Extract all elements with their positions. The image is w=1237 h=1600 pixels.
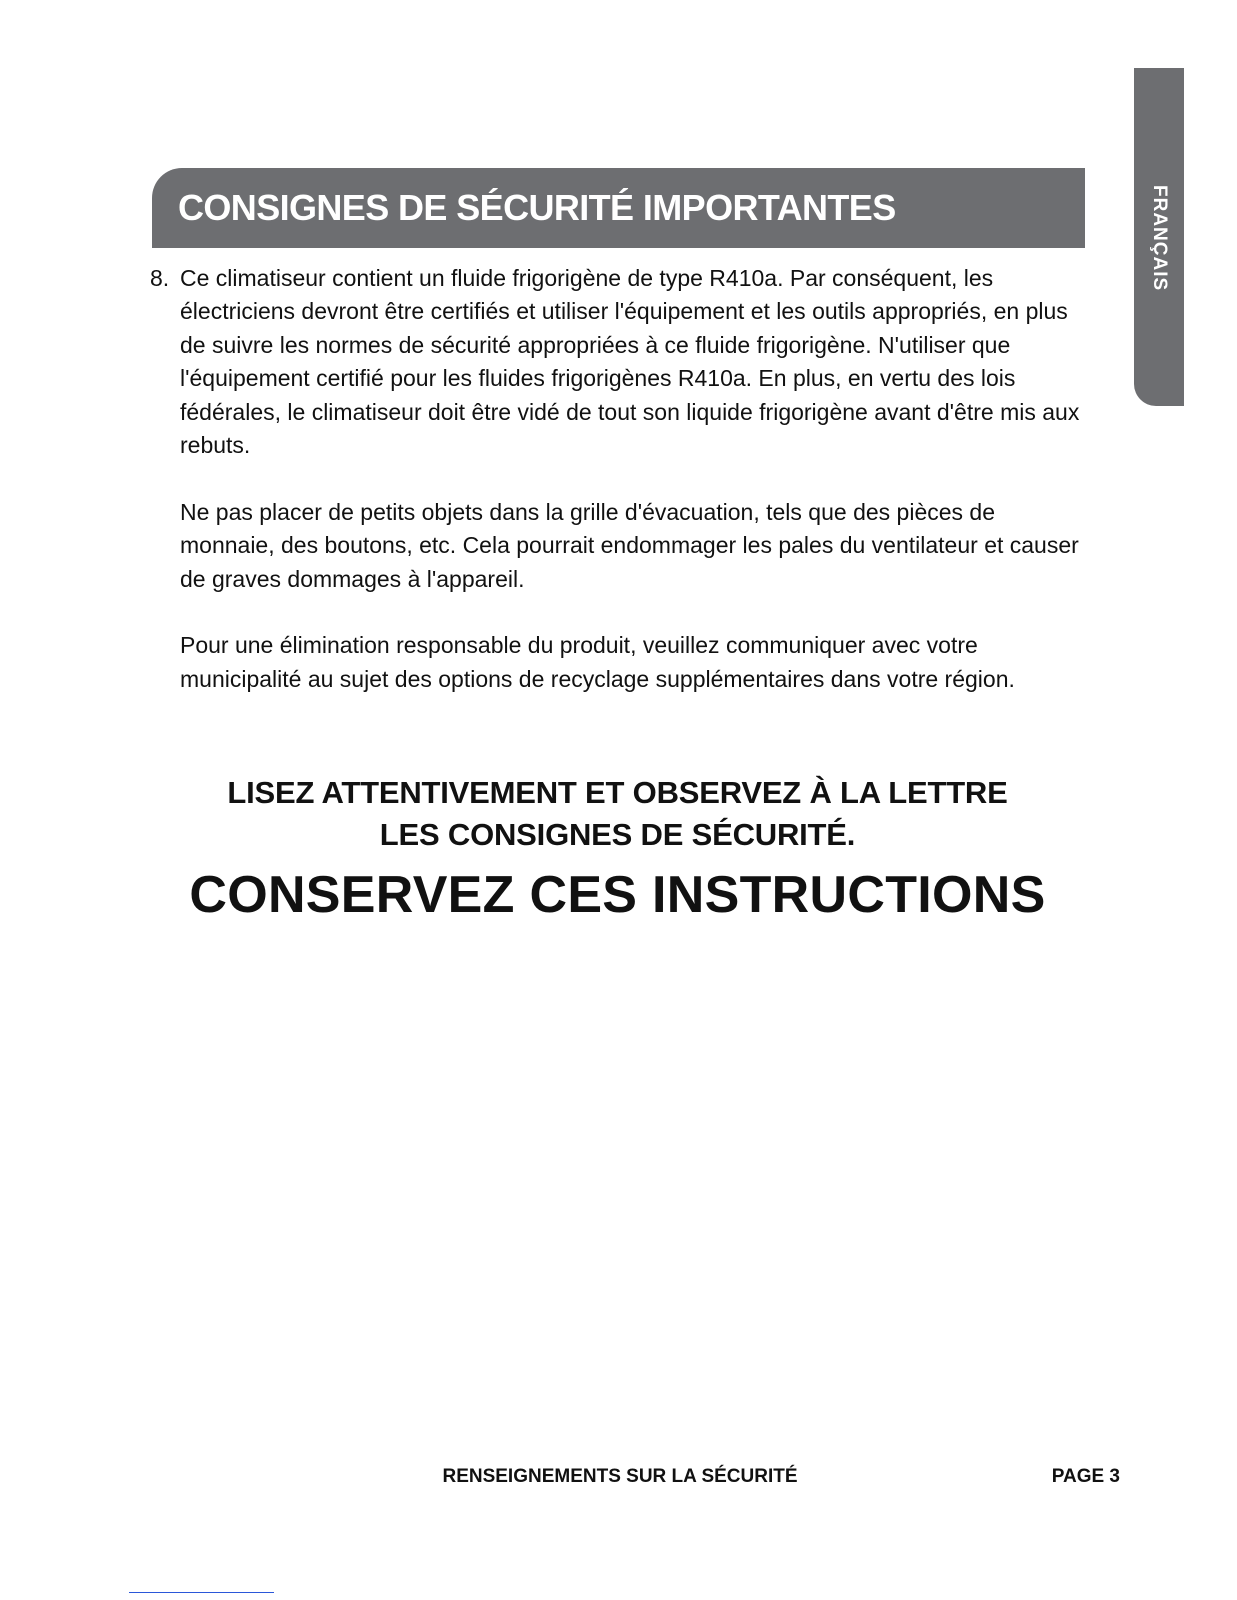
- read-carefully-warning: [150, 772, 1085, 856]
- disposal-paragraph: Pour une élimination responsable du produit, veuillez communiquer avec votre municipalité au sujet des options de recyclage supplémentaires dans votre région.: [180, 632, 1015, 692]
- language-tab-label: FRANÇAIS: [1149, 185, 1170, 292]
- item-body: [180, 262, 1080, 696]
- footer-page-number: PAGE 3: [1051, 1466, 1120, 1487]
- warning-line-1: LISEZ ATTENTIVEMENT ET OBSERVEZ À LA LETTRE: [227, 775, 1008, 810]
- footer-section-name: RENSEIGNEMENTS SUR LA SÉCURITÉ: [442, 1466, 798, 1487]
- item-number: 8.: [150, 265, 170, 291]
- small-objects-paragraph: Ne pas placer de petits objets dans la grille d'évacuation, tels que des pièces de monnaie, des boutons, etc. Cela pourrait endommager les pales du ventilateur et causer de graves dommages à l'appareil.: [180, 498, 1079, 592]
- refrigerant-paragraph: Ce climatiseur contient un fluide frigorigène de type R410a. Par conséquent, les électriciens devront être certifiés et utiliser l'équipement et les outils appropriés, en plus de suivre les normes de sécurité appropriées à ce fluide frigorigène. N'utiliser que l'équipement certifié pour les fluides frigorigènes R410a. En plus, en vertu des lois fédérales, le climatiseur doit être vidé de tout son liquide frigorigène avant d'être mis aux rebuts.: [180, 265, 1080, 459]
- save-instructions-title: CONSERVEZ CES INSTRUCTIONS: [189, 866, 1046, 924]
- bottom-link-rule: [129, 1592, 274, 1593]
- section-header-bar: [152, 168, 1085, 248]
- warning-line-2: LES CONSIGNES DE SÉCURITÉ.: [379, 817, 856, 852]
- safety-item-8: [150, 262, 1080, 696]
- section-title: CONSIGNES DE SÉCURITÉ IMPORTANTES: [178, 187, 896, 228]
